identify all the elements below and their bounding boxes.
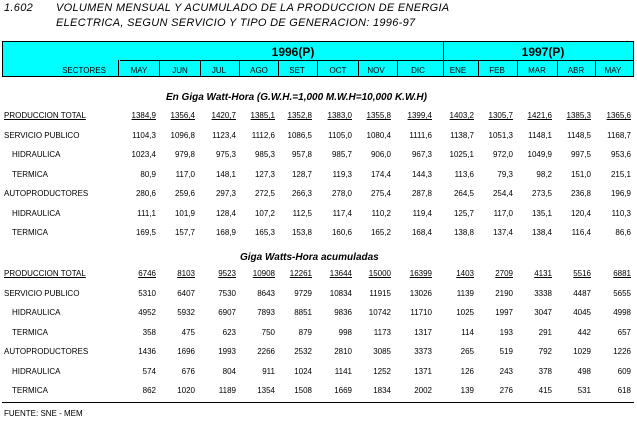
table-cell: 10908: [252, 269, 275, 278]
table-cell: 3085: [373, 347, 391, 356]
table-cell: 2709: [495, 269, 513, 278]
table-cell: 4131: [534, 269, 552, 278]
table-cell: 148,1: [215, 169, 236, 179]
table-cell: 1385,1: [250, 111, 275, 120]
table-row: [0, 189, 637, 203]
table-cell: 574: [142, 366, 156, 376]
table-cell: 3047: [534, 308, 552, 317]
header-month-nov: NOV: [367, 66, 385, 75]
row-label: HIDRAULICA: [12, 150, 61, 159]
row-label: SERVICIO PUBLICO: [4, 288, 80, 298]
table-cell: 519: [499, 347, 513, 356]
table-cell: 985,3: [254, 150, 275, 159]
header-month-may: MAY: [604, 66, 622, 75]
table-cell: 985,7: [331, 150, 352, 159]
table-cell: 1023,4: [131, 150, 156, 159]
table-cell: 79,3: [497, 169, 513, 179]
title-text-1: VOLUMEN MENSUAL Y ACUMULADO DE LA PRODUCCION DE ENERGIA: [56, 2, 450, 14]
table-cell: 98,2: [536, 169, 552, 179]
title-line-1: [4, 2, 449, 14]
table-cell: 442: [577, 327, 591, 337]
row-label: HIDRAULICA: [12, 308, 61, 317]
header-column-divider: [478, 60, 479, 76]
table-cell: 174,4: [370, 169, 391, 179]
table-cell: 11710: [410, 308, 432, 317]
table-cell: 4998: [613, 308, 631, 317]
table-cell: 110,3: [611, 208, 631, 218]
table-cell: 10834: [329, 288, 352, 298]
table-row: [0, 209, 637, 223]
table-cell: 1173: [373, 327, 391, 337]
row-label: PRODUCCION TOTAL: [4, 269, 86, 278]
header-column-divider: [200, 60, 201, 76]
table-cell: 280,6: [135, 189, 156, 198]
table-cell: 4952: [138, 308, 156, 317]
header-column-divider: [239, 60, 240, 76]
table-cell: 273,5: [531, 189, 552, 198]
table-cell: 1403,2: [449, 111, 474, 120]
table-cell: 609: [617, 366, 631, 376]
table-cell: 116,4: [571, 228, 591, 237]
table-cell: 86,6: [615, 228, 631, 237]
table-row: [0, 228, 637, 242]
table-bottom-border: [2, 402, 634, 403]
header-column-divider: [358, 60, 359, 76]
table-cell: 138,4: [531, 228, 552, 237]
table-cell: 979,8: [174, 150, 195, 159]
table-cell: 1669: [334, 386, 352, 395]
table-cell: 1138,7: [450, 130, 474, 140]
header-month-ago: AGO: [250, 66, 268, 75]
table-cell: 1123,4: [212, 130, 236, 140]
header-divider-1997: [445, 60, 633, 61]
header-column-divider: [595, 60, 596, 76]
table-cell: 1305,7: [488, 111, 513, 120]
table-cell: 272,5: [254, 189, 275, 198]
table-cell: 1024: [294, 366, 312, 376]
table-cell: 1086,5: [287, 130, 312, 140]
header-month-ene: ENE: [449, 66, 467, 75]
table-cell: 1080,4: [366, 130, 391, 140]
table-cell: 101,9: [174, 208, 195, 218]
table-cell: 236,8: [570, 189, 591, 198]
table-number: 1.602: [4, 2, 34, 14]
table-cell: 906,0: [370, 150, 391, 159]
table-cell: 998: [338, 327, 352, 337]
table-cell: 5932: [177, 308, 195, 317]
table-cell: 12261: [289, 269, 312, 278]
table-cell: 1834: [373, 386, 391, 395]
header-month-jul: JUL: [211, 66, 227, 75]
table-cell: 119,3: [332, 169, 352, 179]
table-row: [0, 328, 637, 342]
table-cell: 153,8: [291, 228, 312, 237]
table-cell: 215,1: [610, 169, 631, 179]
table-cell: 291: [538, 327, 552, 337]
row-label: AUTOPRODUCTORES: [4, 347, 89, 356]
table-cell: 1696: [177, 347, 195, 356]
table-cell: 6407: [177, 288, 195, 298]
table-cell: 10742: [368, 308, 391, 317]
table-cell: 9523: [218, 269, 236, 278]
header-year-1997: 1997(P): [521, 45, 565, 59]
table-cell: 1105,0: [328, 130, 352, 140]
table-cell: 1399,4: [407, 111, 432, 120]
table-cell: 297,3: [215, 189, 236, 198]
table-cell: 4045: [573, 308, 591, 317]
table-cell: 8643: [257, 288, 275, 298]
table-cell: 112,5: [292, 208, 312, 218]
table-cell: 1508: [294, 386, 312, 395]
table-cell: 5310: [138, 288, 156, 298]
table-cell: 117,0: [493, 208, 513, 218]
table-cell: 657: [617, 327, 631, 337]
table-row: [0, 269, 637, 283]
table-cell: 1049,9: [527, 150, 552, 159]
table-cell: 1997: [495, 308, 513, 317]
table-cell: 1385,3: [566, 111, 591, 120]
table-cell: 862: [142, 386, 156, 395]
table-cell: 1112,6: [251, 130, 275, 140]
row-label: TERMICA: [12, 386, 48, 395]
table-cell: 975,3: [215, 150, 236, 159]
table-cell: 1025,1: [449, 150, 474, 159]
table-cell: 165,2: [370, 228, 391, 237]
header-year-1996: 1996(P): [271, 45, 315, 59]
table-cell: 475: [181, 327, 195, 337]
table-cell: 1111,6: [409, 130, 432, 140]
table-cell: 7530: [218, 288, 236, 298]
header-month-set: SET: [289, 66, 305, 75]
table-cell: 276: [499, 386, 513, 395]
header-month-oct: OCT: [329, 66, 347, 75]
header-sectores: SECTORES: [62, 66, 106, 75]
table-header: [2, 41, 634, 77]
header-column-divider: [159, 60, 160, 76]
table-cell: 264,5: [453, 189, 474, 198]
table-cell: 1226: [613, 347, 631, 356]
table-cell: 1420,7: [211, 111, 236, 120]
table-cell: 117,4: [332, 208, 352, 218]
table-cell: 107,2: [254, 208, 275, 218]
table-cell: 1148,5: [567, 130, 591, 140]
table-cell: 138,8: [453, 228, 474, 237]
table-cell: 1993: [218, 347, 236, 356]
table-cell: 1051,3: [488, 130, 513, 140]
section-1-title: En Giga Watt-Hora (G.W.H.=1,000 M.W.H=10,000 K.W.H): [166, 92, 427, 103]
table-cell: 265: [460, 347, 474, 356]
row-label: HIDRAULICA: [12, 208, 61, 218]
table-cell: 1384,9: [131, 111, 156, 120]
table-cell: 113,6: [454, 169, 474, 179]
table-cell: 13026: [409, 288, 432, 298]
table-cell: 2810: [334, 347, 352, 356]
table-cell: 1252: [373, 366, 391, 376]
table-cell: 114: [461, 327, 474, 337]
table-cell: 378: [538, 366, 552, 376]
table-cell: 7893: [257, 308, 275, 317]
table-cell: 243: [499, 366, 513, 376]
table-cell: 278,0: [331, 189, 352, 198]
table-cell: 1355,8: [366, 111, 391, 120]
table-cell: 1354: [257, 386, 275, 395]
table-cell: 259,6: [174, 189, 195, 198]
table-cell: 8103: [177, 269, 195, 278]
table-cell: 676: [181, 366, 195, 376]
table-cell: 1141: [334, 366, 352, 376]
header-column-divider: [557, 60, 558, 76]
table-cell: 117,0: [175, 169, 195, 179]
table-cell: 119,4: [412, 208, 432, 218]
section-2-title: Giga Watts-Hora acumuladas: [240, 252, 379, 263]
table-cell: 1168,7: [607, 130, 631, 140]
row-label: PRODUCCION TOTAL: [4, 111, 86, 120]
header-column-divider: [278, 60, 279, 76]
table-cell: 168,4: [411, 228, 432, 237]
table-cell: 1365,6: [606, 111, 631, 120]
table-cell: 623: [222, 327, 236, 337]
header-column-divider: [317, 60, 318, 76]
table-cell: 5516: [573, 269, 591, 278]
table-cell: 8851: [294, 308, 312, 317]
table-cell: 266,3: [291, 189, 312, 198]
table-cell: 254,4: [492, 189, 513, 198]
table-cell: 3373: [414, 347, 432, 356]
table-cell: 1436: [138, 347, 156, 356]
row-label: AUTOPRODUCTORES: [4, 189, 89, 198]
table-cell: 1025: [456, 308, 474, 317]
table-cell: 1020: [177, 386, 195, 395]
table-cell: 16399: [409, 269, 432, 278]
table-row: [0, 308, 637, 322]
header-column-divider: [397, 60, 398, 76]
header-month-mar: MAR: [528, 66, 546, 75]
table-cell: 193: [499, 327, 513, 337]
table-cell: 879: [298, 327, 312, 337]
header-month-jun: JUN: [172, 66, 188, 75]
row-label: SERVICIO PUBLICO: [4, 130, 80, 140]
table-cell: 287,8: [411, 189, 432, 198]
table-cell: 1403: [456, 269, 474, 278]
table-cell: 6746: [138, 269, 156, 278]
table-cell: 80,9: [140, 169, 156, 179]
table-cell: 997,5: [570, 150, 591, 159]
table-cell: 1352,8: [287, 111, 312, 120]
table-cell: 4487: [573, 288, 591, 298]
source-footer: FUENTE: SNE - MEM: [4, 409, 83, 418]
table-cell: 128,7: [291, 169, 312, 179]
header-month-abr: ABR: [567, 66, 585, 75]
table-cell: 151,0: [570, 169, 591, 179]
table-cell: 1421,6: [527, 111, 552, 120]
row-label: TERMICA: [12, 228, 48, 237]
table-cell: 13644: [329, 269, 352, 278]
table-cell: 165,3: [254, 228, 275, 237]
table-cell: 3338: [534, 288, 552, 298]
table-cell: 1029: [573, 347, 591, 356]
table-cell: 128,4: [215, 208, 236, 218]
row-label: HIDRAULICA: [12, 366, 61, 376]
table-cell: 137,4: [492, 228, 513, 237]
table-cell: 618: [617, 386, 631, 395]
table-cell: 139: [460, 386, 474, 395]
table-cell: 1317: [414, 327, 432, 337]
table-row: [0, 150, 637, 164]
table-cell: 111,1: [137, 208, 156, 218]
table-cell: 160,6: [331, 228, 352, 237]
table-cell: 1371: [414, 366, 432, 376]
table-cell: 2002: [414, 386, 432, 395]
table-cell: 957,8: [291, 150, 312, 159]
table-cell: 157,7: [174, 228, 195, 237]
table-cell: 135,1: [531, 208, 552, 218]
table-cell: 415: [538, 386, 552, 395]
table-cell: 531: [577, 386, 591, 395]
table-cell: 1104,3: [132, 130, 156, 140]
table-cell: 127,3: [254, 169, 275, 179]
table-row: [0, 289, 637, 303]
header-month-dic: DIC: [411, 66, 425, 75]
header-column-divider: [443, 42, 444, 76]
table-row: [0, 131, 637, 145]
table-row: [0, 170, 637, 184]
table-cell: 1148,1: [528, 130, 552, 140]
table-cell: 1096,8: [170, 130, 195, 140]
table-cell: 9729: [294, 288, 312, 298]
table-row: [0, 347, 637, 361]
table-cell: 144,3: [411, 169, 432, 179]
table-cell: 168,9: [215, 228, 236, 237]
header-month-may: MAY: [130, 66, 148, 75]
table-cell: 9836: [334, 308, 352, 317]
table-row: [0, 367, 637, 381]
table-cell: 1383,0: [327, 111, 352, 120]
table-cell: 972,0: [492, 150, 513, 159]
header-column-divider: [517, 60, 518, 76]
table-cell: 196,9: [610, 189, 631, 198]
table-cell: 792: [538, 347, 552, 356]
title-line-2: ELECTRICA, SEGUN SERVICIO Y TIPO DE GENERACION: 1996-97: [56, 17, 416, 29]
row-label: TERMICA: [12, 169, 48, 179]
table-cell: 6881: [613, 269, 631, 278]
row-label: TERMICA: [12, 327, 48, 337]
table-cell: 911: [262, 366, 275, 376]
table-cell: 2266: [257, 347, 275, 356]
table-cell: 967,3: [411, 150, 432, 159]
table-cell: 2532: [294, 347, 312, 356]
table-cell: 126: [460, 366, 474, 376]
header-month-feb: FEB: [489, 66, 505, 75]
table-row: [0, 111, 637, 125]
table-cell: 1189: [218, 386, 236, 395]
table-cell: 120,4: [570, 208, 591, 218]
table-cell: 275,4: [370, 189, 391, 198]
header-column-divider: [118, 60, 119, 76]
table-cell: 169,5: [135, 228, 156, 237]
table-cell: 953,6: [610, 150, 631, 159]
table-cell: 2190: [495, 288, 513, 298]
table-cell: 498: [577, 366, 591, 376]
table-cell: 750: [261, 327, 275, 337]
table-cell: 1139: [456, 288, 474, 298]
table-cell: 125,7: [453, 208, 474, 218]
table-cell: 358: [142, 327, 156, 337]
table-cell: 6907: [218, 308, 236, 317]
table-cell: 15000: [368, 269, 391, 278]
table-cell: 11915: [369, 288, 391, 298]
table-cell: 5655: [613, 288, 631, 298]
table-cell: 110,2: [371, 208, 391, 218]
table-cell: 1356,4: [170, 111, 195, 120]
table-cell: 804: [222, 366, 236, 376]
table-row: [0, 386, 637, 400]
